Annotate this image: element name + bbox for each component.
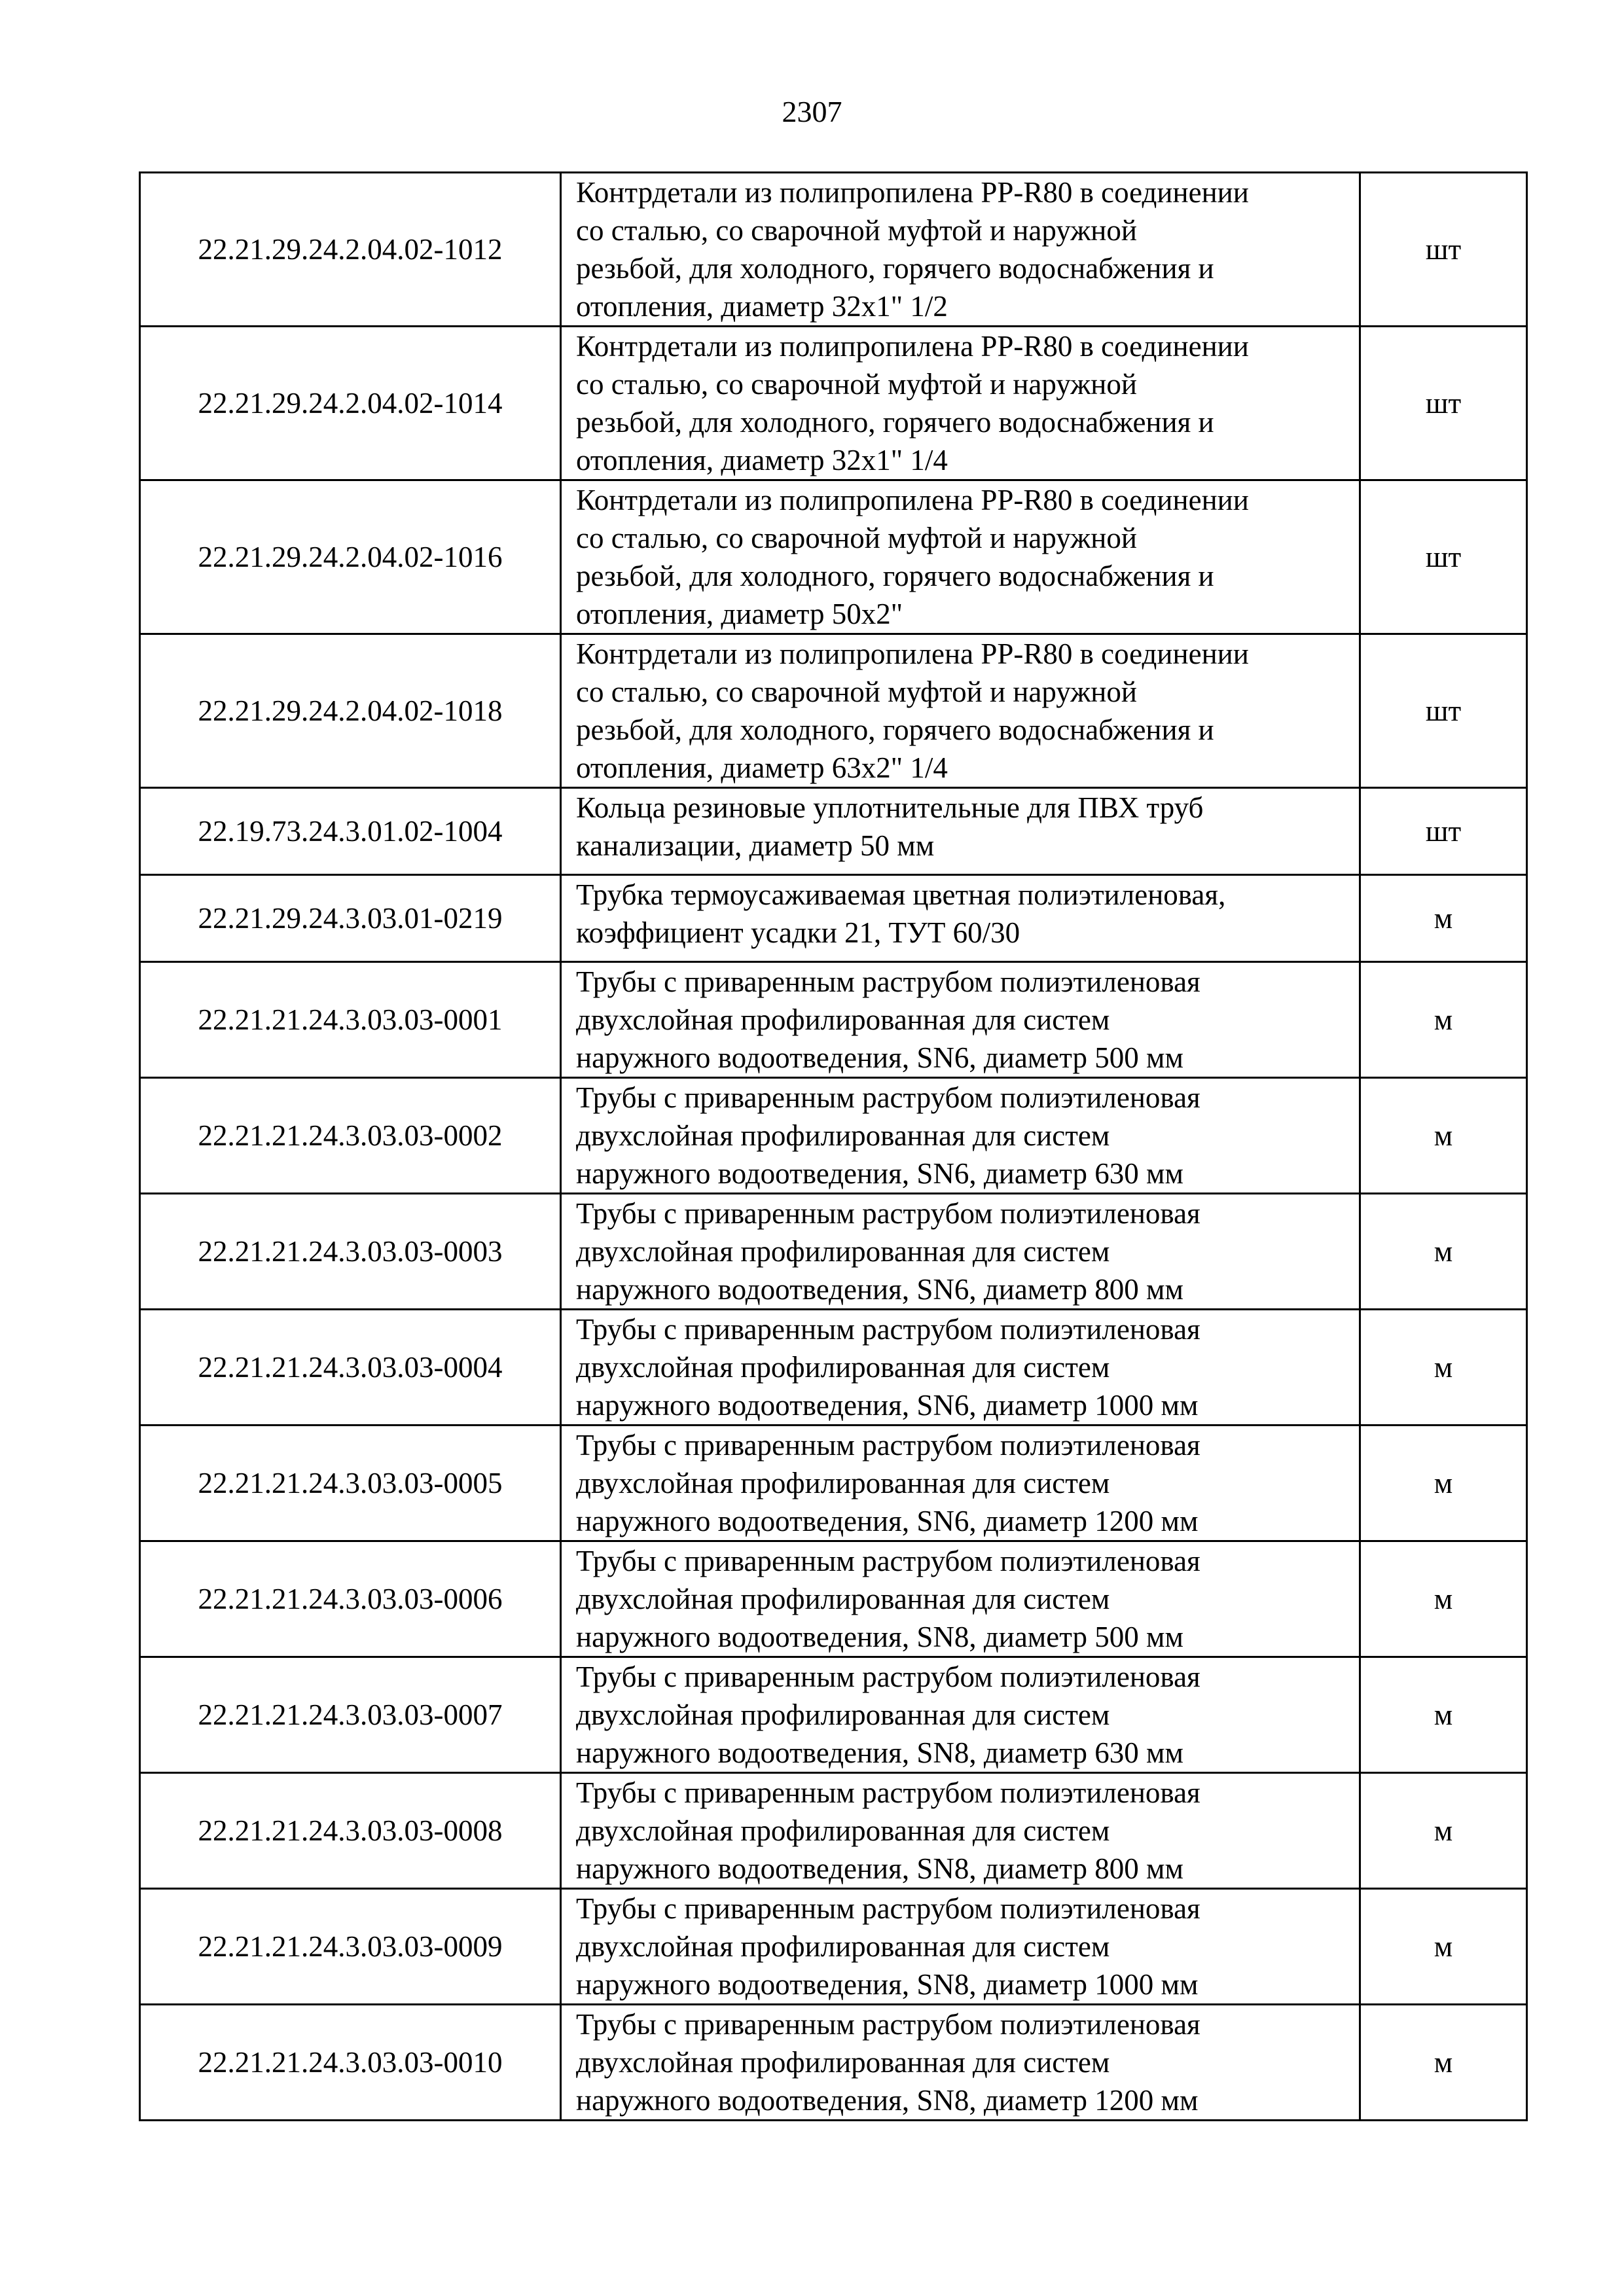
resource-code: 22.21.29.24.3.03.01-0219 xyxy=(140,875,561,962)
resource-code: 22.21.21.24.3.03.03-0001 xyxy=(140,962,561,1078)
unit-of-measure: шт xyxy=(1360,173,1527,327)
table-row xyxy=(140,2005,1527,2121)
table-row xyxy=(140,962,1527,1078)
resource-description: Трубы с приваренным раструбом полиэтиленовая двухслойная профилированная для систем наружного водоотведения, SN8, диаметр 630 мм xyxy=(561,1657,1360,1773)
resource-description: Трубы с приваренным раструбом полиэтиленовая двухслойная профилированная для систем наружного водоотведения, SN8, диаметр 1000 мм xyxy=(561,1889,1360,2005)
resource-description: Контрдетали из полипропилена PP-R80 в соединении со сталью, со сварочной муфтой и наружной резьбой, для холодного, горячего водоснабжения и отопления, диаметр 32х1" 1/4 xyxy=(561,327,1360,480)
resource-description: Трубы с приваренным раструбом полиэтиленовая двухслойная профилированная для систем наружного водоотведения, SN8, диаметр 1200 мм xyxy=(561,2005,1360,2121)
table-row xyxy=(140,327,1527,480)
resource-description: Трубы с приваренным раструбом полиэтиленовая двухслойная профилированная для систем наружного водоотведения, SN6, диаметр 800 мм xyxy=(561,1194,1360,1310)
unit-of-measure: м xyxy=(1360,962,1527,1078)
unit-of-measure: шт xyxy=(1360,788,1527,875)
resource-code: 22.21.29.24.2.04.02-1016 xyxy=(140,480,561,634)
table-row xyxy=(140,1657,1527,1773)
unit-of-measure: м xyxy=(1360,2005,1527,2121)
resource-code: 22.21.21.24.3.03.03-0007 xyxy=(140,1657,561,1773)
table-row xyxy=(140,1541,1527,1657)
resource-code: 22.21.21.24.3.03.03-0008 xyxy=(140,1773,561,1889)
resource-code: 22.21.21.24.3.03.03-0005 xyxy=(140,1426,561,1541)
resource-description: Контрдетали из полипропилена PP-R80 в соединении со сталью, со сварочной муфтой и наружной резьбой, для холодного, горячего водоснабжения и отопления, диаметр 63х2" 1/4 xyxy=(561,634,1360,788)
table-row xyxy=(140,173,1527,327)
resource-code: 22.21.21.24.3.03.03-0010 xyxy=(140,2005,561,2121)
unit-of-measure: м xyxy=(1360,1310,1527,1426)
table-row xyxy=(140,1773,1527,1889)
resource-code: 22.21.29.24.2.04.02-1014 xyxy=(140,327,561,480)
page-number: 2307 xyxy=(782,95,842,128)
resource-code: 22.21.21.24.3.03.03-0004 xyxy=(140,1310,561,1426)
resource-table xyxy=(139,171,1528,2121)
unit-of-measure: м xyxy=(1360,1773,1527,1889)
unit-of-measure: м xyxy=(1360,1889,1527,2005)
table-row xyxy=(140,788,1527,875)
table-row xyxy=(140,634,1527,788)
unit-of-measure: м xyxy=(1360,1078,1527,1194)
unit-of-measure: м xyxy=(1360,1541,1527,1657)
table-row xyxy=(140,1194,1527,1310)
table-row xyxy=(140,480,1527,634)
table-row xyxy=(140,1310,1527,1426)
resource-description: Кольца резиновые уплотнительные для ПВХ труб канализации, диаметр 50 мм xyxy=(561,788,1360,875)
resource-description: Контрдетали из полипропилена PP-R80 в соединении со сталью, со сварочной муфтой и наружной резьбой, для холодного, горячего водоснабжения и отопления, диаметр 32х1" 1/2 xyxy=(561,173,1360,327)
resource-code: 22.21.21.24.3.03.03-0006 xyxy=(140,1541,561,1657)
resource-code: 22.21.29.24.2.04.02-1018 xyxy=(140,634,561,788)
resource-description: Трубы с приваренным раструбом полиэтиленовая двухслойная профилированная для систем наружного водоотведения, SN6, диаметр 1200 мм xyxy=(561,1426,1360,1541)
unit-of-measure: м xyxy=(1360,1426,1527,1541)
resource-description: Трубка термоусаживаемая цветная полиэтиленовая, коэффициент усадки 21, ТУТ 60/30 xyxy=(561,875,1360,962)
resource-code: 22.21.21.24.3.03.03-0009 xyxy=(140,1889,561,2005)
unit-of-measure: м xyxy=(1360,875,1527,962)
unit-of-measure: шт xyxy=(1360,634,1527,788)
resource-code: 22.21.21.24.3.03.03-0003 xyxy=(140,1194,561,1310)
resource-code: 22.21.21.24.3.03.03-0002 xyxy=(140,1078,561,1194)
unit-of-measure: шт xyxy=(1360,327,1527,480)
resource-description: Трубы с приваренным раструбом полиэтиленовая двухслойная профилированная для систем наружного водоотведения, SN6, диаметр 630 мм xyxy=(561,1078,1360,1194)
resource-description: Трубы с приваренным раструбом полиэтиленовая двухслойная профилированная для систем наружного водоотведения, SN6, диаметр 1000 мм xyxy=(561,1310,1360,1426)
resource-code: 22.19.73.24.3.01.02-1004 xyxy=(140,788,561,875)
table-row xyxy=(140,875,1527,962)
unit-of-measure: м xyxy=(1360,1194,1527,1310)
resource-description: Контрдетали из полипропилена PP-R80 в соединении со сталью, со сварочной муфтой и наружной резьбой, для холодного, горячего водоснабжения и отопления, диаметр 50х2" xyxy=(561,480,1360,634)
unit-of-measure: м xyxy=(1360,1657,1527,1773)
unit-of-measure: шт xyxy=(1360,480,1527,634)
table-row xyxy=(140,1426,1527,1541)
resource-code: 22.21.29.24.2.04.02-1012 xyxy=(140,173,561,327)
resource-description: Трубы с приваренным раструбом полиэтиленовая двухслойная профилированная для систем наружного водоотведения, SN6, диаметр 500 мм xyxy=(561,962,1360,1078)
table-row xyxy=(140,1078,1527,1194)
resource-description: Трубы с приваренным раструбом полиэтиленовая двухслойная профилированная для систем наружного водоотведения, SN8, диаметр 500 мм xyxy=(561,1541,1360,1657)
resource-description: Трубы с приваренным раструбом полиэтиленовая двухслойная профилированная для систем наружного водоотведения, SN8, диаметр 800 мм xyxy=(561,1773,1360,1889)
table-row xyxy=(140,1889,1527,2005)
